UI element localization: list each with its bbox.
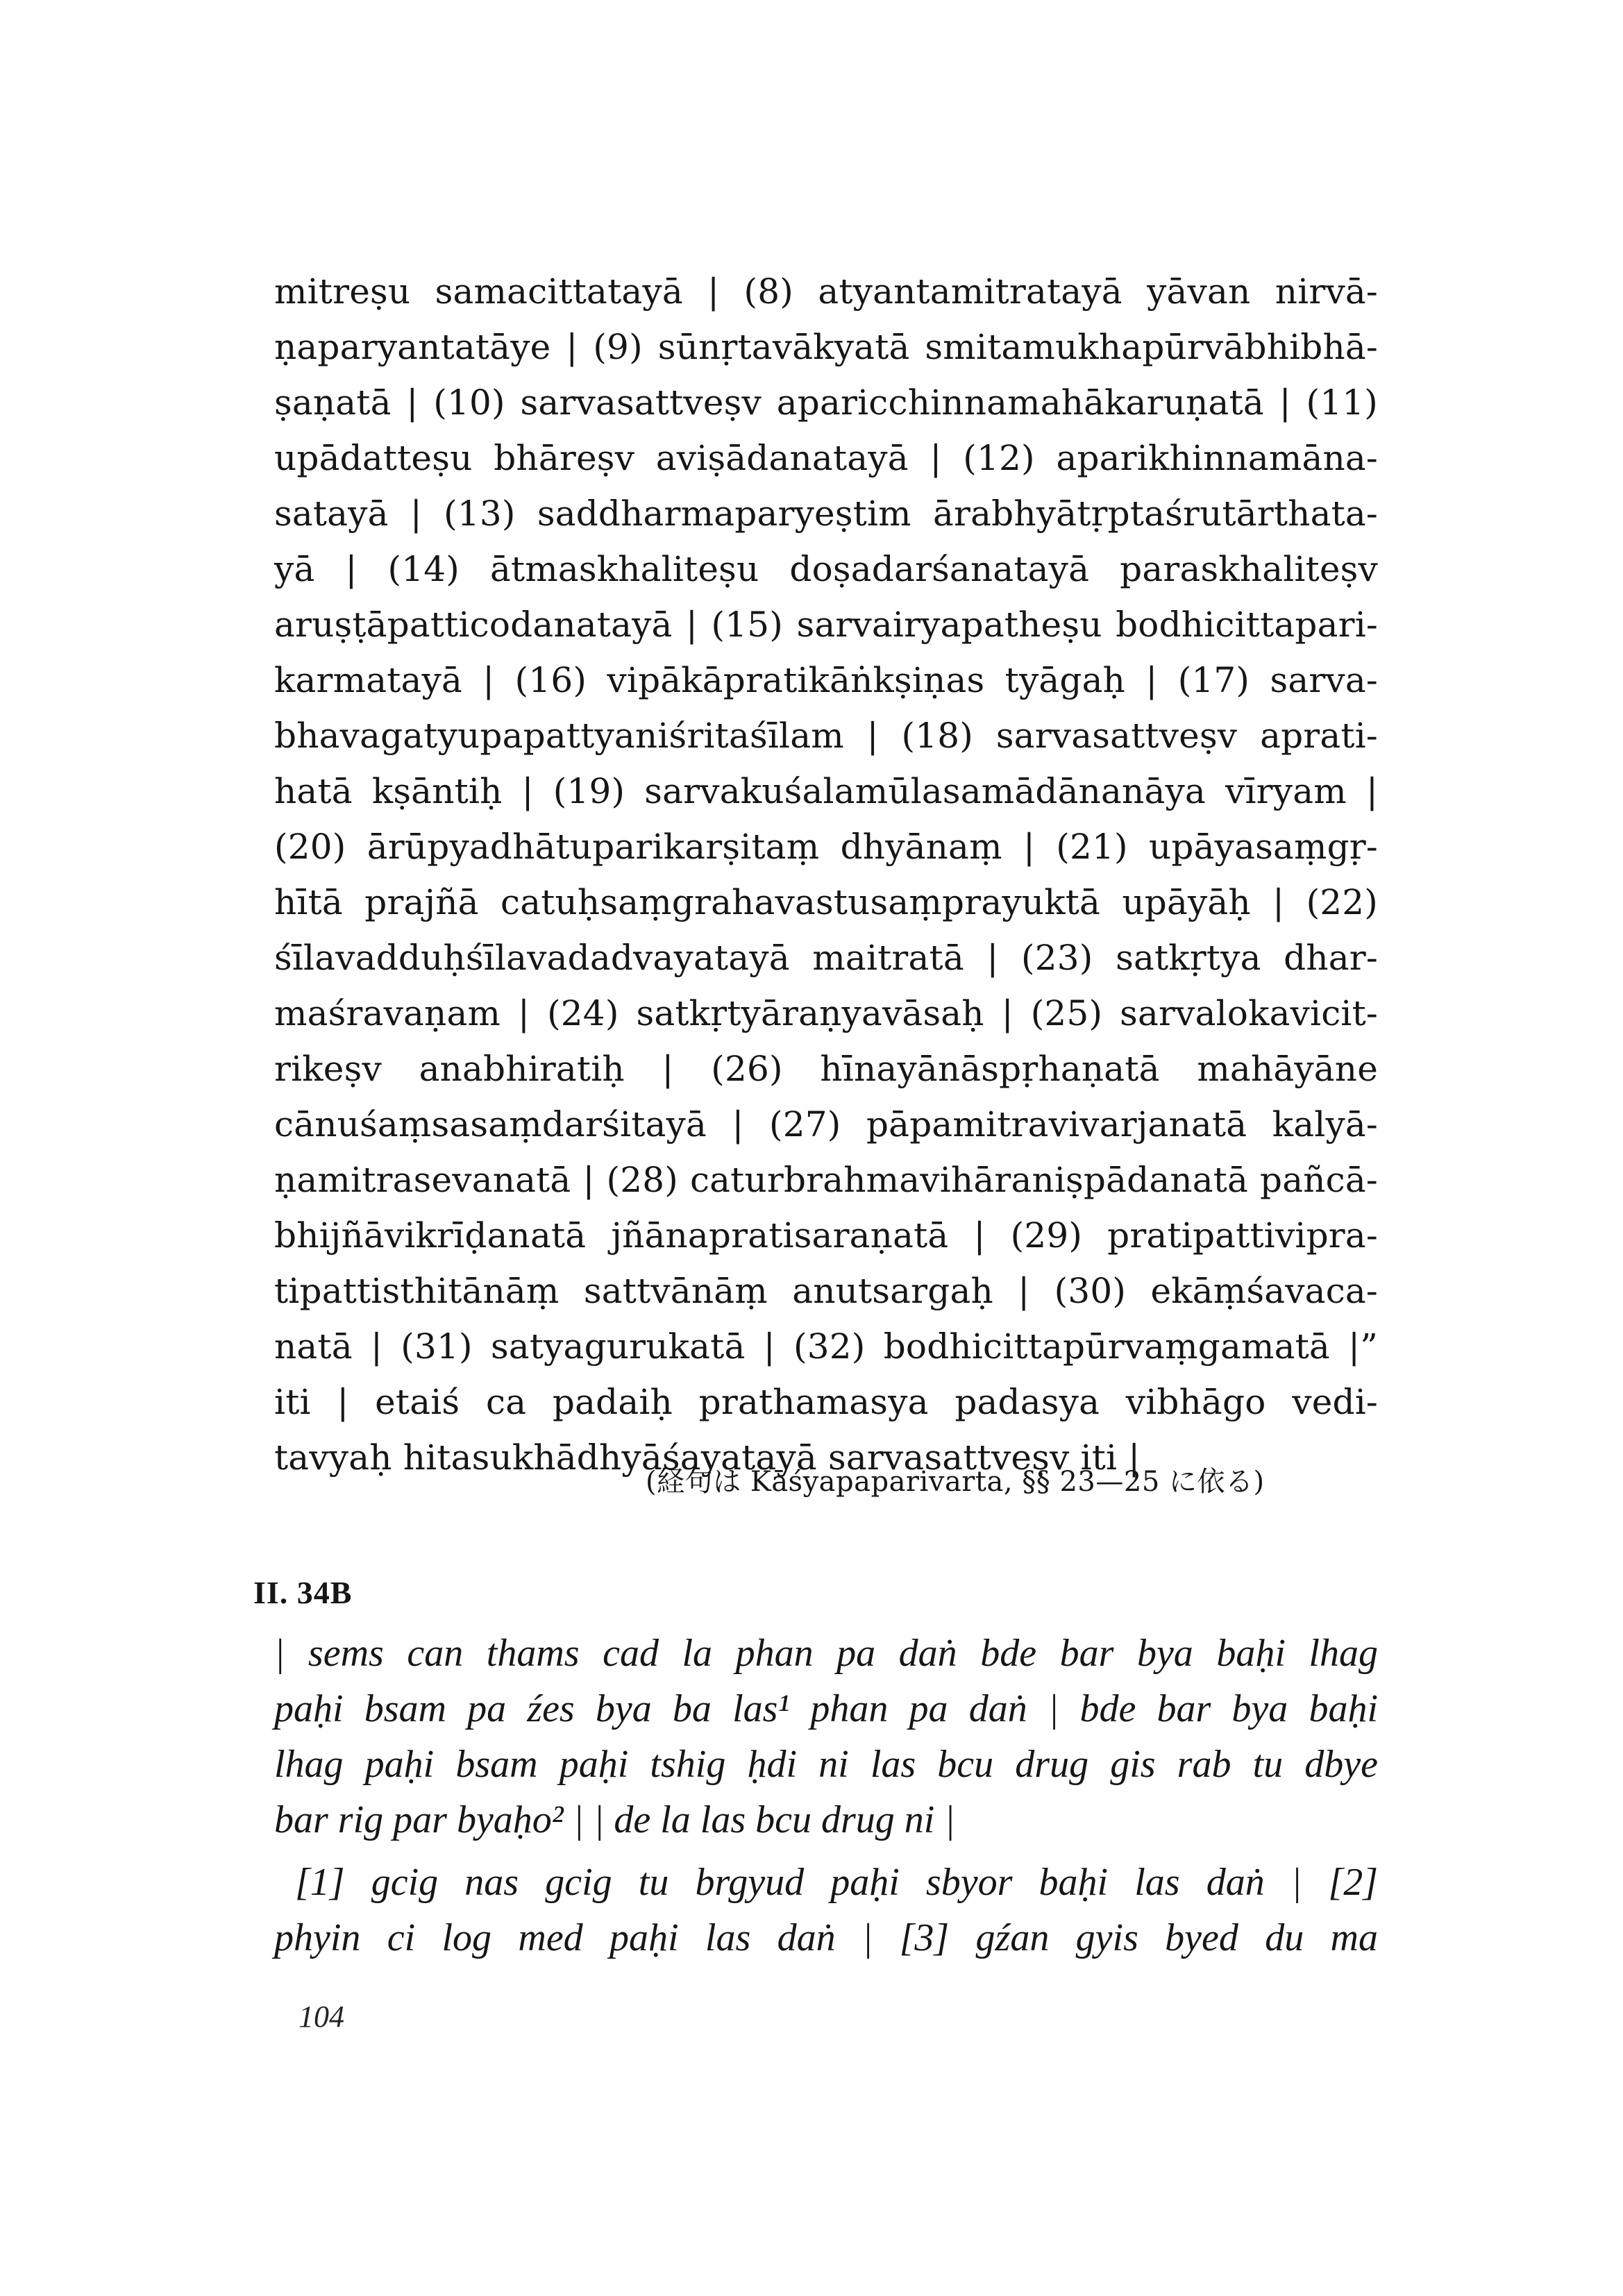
- text-line: tipattisthitānāṃ sattvānāṃ anutsargaḥ | (30) ekāṃśavaca-: [274, 1271, 1378, 1311]
- text-line: natā | (31) satyagurukatā | (32) bodhicittapūrvaṃgamatā |”: [274, 1326, 1378, 1367]
- text-line: rikeṣv anabhiratiḥ | (26) hīnayānāspṛhaṇatā mahāyāne: [274, 1049, 1378, 1089]
- text-line: śīlavadduḥśīlavadadvayatayā maitratā | (23) satkṛtya dhar-: [274, 938, 1378, 978]
- text-line: mitreṣu samacittatayā | (8) atyantamitratayā yāvan nirvā-: [274, 271, 1378, 312]
- text-line: ṣaṇatā | (10) sarvasattveṣv aparicchinnamahākaruṇatā | (11): [274, 382, 1378, 423]
- text-line: phyin ci log med paḥi las daṅ | [3] gźan gyis byed du ma: [274, 1916, 1378, 1959]
- text-line: iti | etaiś ca padaiḥ prathamasya padasya vibhāgo vedi-: [274, 1382, 1378, 1422]
- text-line: bar rig par byaḥo² | | de la las bcu drug ni |: [274, 1798, 955, 1841]
- text-line: hatā kṣāntiḥ | (19) sarvakuśalamūlasamādānanāya vīryam |: [274, 771, 1378, 811]
- text-line: upādatteṣu bhāreṣv aviṣādanatayā | (12) aparikhinnamāna-: [274, 438, 1378, 478]
- text-line: maśravaṇam | (24) satkṛtyāraṇyavāsaḥ | (25) sarvalokavicit-: [274, 993, 1378, 1033]
- text-line: hītā prajñā catuḥsaṃgrahavastusaṃprayuktā upāyāḥ | (22): [274, 882, 1378, 922]
- source-citation: (経句は Kāśyapaparivarta, §§ 23—25 に依る): [646, 1466, 1265, 1498]
- text-line: (20) ārūpyadhātuparikarṣitaṃ dhyānaṃ | (21) upāyasaṃgṛ-: [274, 827, 1378, 867]
- text-line: yā | (14) ātmaskhaliteṣu doṣadarśanatayā paraskhaliteṣv: [274, 549, 1378, 589]
- text-line: bhavagatyupapattyaniśritaśīlam | (18) sarvasattveṣv aprati-: [274, 716, 1378, 756]
- text-line: ṇaparyantatāye | (9) sūnṛtavākyatā smitamukhapūrvābhibhā-: [274, 327, 1378, 367]
- text-line: | sems can thams cad la phan pa daṅ bde bar bya baḥi lhag: [274, 1632, 1378, 1675]
- text-line: tavyaḥ hitasukhādhyāśayatayā sarvasattveṣv iti |: [274, 1437, 1141, 1478]
- page-number: 104: [298, 2000, 344, 2034]
- text-line: karmatayā | (16) vipākāpratikāṅkṣiṇas tyāgaḥ | (17) sarva-: [274, 660, 1378, 700]
- text-line: bhijñāvikrīḍanatā jñānapratisaraṇatā | (29) pratipattivipra-: [274, 1215, 1378, 1256]
- text-line: paḥi bsam pa źes bya ba las¹ phan pa daṅ | bde bar bya baḥi: [274, 1687, 1378, 1730]
- text-line: [1] gcig nas gcig tu brgyud paḥi sbyor baḥi las daṅ | [2]: [295, 1861, 1378, 1904]
- text-line: satayā | (13) saddharmaparyeṣtim ārabhyātṛptaśrutārthata-: [274, 493, 1378, 534]
- section-heading: II. 34B: [253, 1575, 353, 1610]
- text-line: lhag paḥi bsam paḥi tshig ḥdi ni las bcu drug gis rab tu dbye: [274, 1743, 1378, 1786]
- text-line: cānuśaṃsasaṃdarśitayā | (27) pāpamitravivarjanatā kalyā-: [274, 1104, 1378, 1145]
- text-line: ṇamitrasevanatā | (28) caturbrahmavihāraniṣpādanatā pañcā-: [274, 1160, 1378, 1200]
- text-line: aruṣṭāpatticodanatayā | (15) sarvairyapatheṣu bodhicittapari-: [274, 605, 1378, 645]
